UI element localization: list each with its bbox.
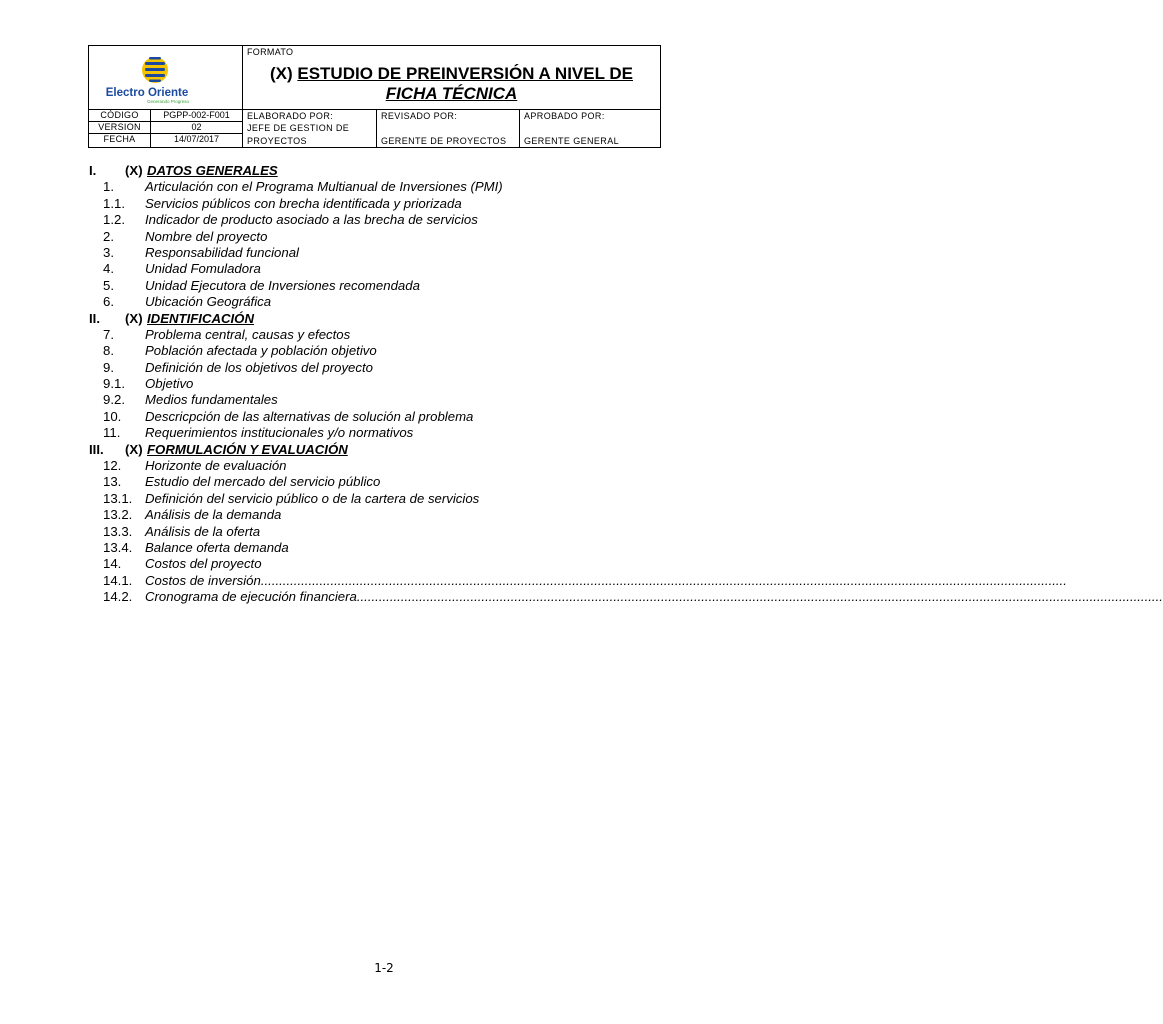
item-text: Objetivo xyxy=(145,376,194,392)
item-number: 3. xyxy=(103,244,114,260)
document-title-line2: FICHA TÉCNICA xyxy=(385,84,518,103)
item-number: 13.1. xyxy=(103,490,133,506)
section-heading xyxy=(89,442,669,458)
aprobado-value: GERENTE GENERAL xyxy=(524,136,620,146)
section-number: I. xyxy=(89,163,97,178)
electro-oriente-logo xyxy=(89,46,241,108)
revisado-por-cell xyxy=(377,110,520,147)
document-title-line1 xyxy=(243,64,660,84)
item-text: Definición del servicio público o de la cartera de servicios xyxy=(145,490,480,506)
title-main: ESTUDIO DE PREINVERSIÓN A NIVEL DE xyxy=(297,64,634,83)
meta-row-fecha xyxy=(89,134,243,147)
meta-value: PGPP-002-F001 xyxy=(151,110,243,121)
revisado-value: GERENTE DE PROYECTOS xyxy=(381,136,507,146)
meta-value: 14/07/2017 xyxy=(151,134,243,147)
item-text xyxy=(145,572,1067,589)
item-number: 13.2. xyxy=(103,507,133,523)
meta-row-codigo xyxy=(89,110,243,122)
item-text: Costos del proyecto xyxy=(145,556,262,572)
item-number: 9. xyxy=(103,359,114,375)
item-text: Indicador de producto asociado a las brecha de servicios xyxy=(145,212,478,228)
item-text: Responsabilidad funcional xyxy=(145,244,299,260)
item-text: Medios fundamentales xyxy=(145,392,278,408)
item-label: Cronograma de ejecución financiera xyxy=(145,589,357,605)
outline-item xyxy=(89,261,669,277)
page-number: 1-2 xyxy=(374,961,394,975)
section-mark: (X) xyxy=(125,310,143,326)
outline-item xyxy=(89,540,669,556)
item-number: 1.2. xyxy=(103,212,125,228)
item-number: 11. xyxy=(103,425,121,441)
outline-item xyxy=(89,327,669,343)
section-mark: (X) xyxy=(125,441,143,457)
section-title: IDENTIFICACIÓN xyxy=(147,310,254,326)
section-number: III. xyxy=(89,441,104,457)
item-text: Nombre del proyecto xyxy=(145,228,268,244)
outline-item xyxy=(89,343,669,359)
item-number: 1.1. xyxy=(103,195,125,211)
meta-key: VERSION xyxy=(89,122,151,133)
formato-label: FORMATO xyxy=(247,47,294,57)
outline-item xyxy=(89,196,669,212)
aprobado-label: APROBADO POR: xyxy=(524,111,605,121)
outline-item xyxy=(89,294,669,310)
aprobado-por-cell xyxy=(520,110,660,147)
item-number: 1. xyxy=(103,179,114,195)
title-cell xyxy=(243,46,660,110)
item-text: Ubicación Geográfica xyxy=(145,294,272,310)
outline-item xyxy=(89,278,669,294)
item-text: Definición de los objetivos del proyecto xyxy=(145,359,373,375)
item-number: 4. xyxy=(103,261,114,277)
item-number: 13.3. xyxy=(103,523,133,539)
outline-item xyxy=(89,425,669,441)
item-number: 12. xyxy=(103,458,122,474)
item-text: Unidad Fomuladora xyxy=(145,261,261,277)
document-outline xyxy=(89,163,1163,606)
item-text: Análisis de la demanda xyxy=(145,507,282,523)
section-title: DATOS GENERALES xyxy=(147,163,278,178)
outline-item xyxy=(89,212,669,228)
title-prefix: (X) xyxy=(269,64,298,83)
item-number: 9.2. xyxy=(103,392,125,408)
item-number: 6. xyxy=(103,294,114,310)
item-text: Servicios públicos con brecha identificada y priorizada xyxy=(145,195,462,211)
section-title: FORMULACIÓN Y EVALUACIÓN xyxy=(147,441,348,457)
meta-key: FECHA xyxy=(89,134,151,147)
outline-item xyxy=(89,556,669,572)
outline-item xyxy=(89,409,669,425)
logo-brand-text: Electro Oriente xyxy=(105,87,189,99)
outline-item xyxy=(89,360,669,376)
item-number: 7. xyxy=(103,326,114,342)
section-number: II. xyxy=(89,310,100,326)
item-text: Análisis de la oferta xyxy=(145,523,261,539)
item-text: Articulación con el Programa Multianual de Inversiones (PMI) xyxy=(145,179,503,195)
revisado-label: REVISADO POR: xyxy=(381,111,458,121)
dot-leader: ............................................................................................................................................................................................................................ xyxy=(260,572,1067,588)
item-number: 8. xyxy=(103,343,114,359)
section-heading xyxy=(89,163,669,179)
elaborado-value-line2: PROYECTOS xyxy=(247,136,307,146)
item-label: Costos de inversión xyxy=(145,572,261,588)
item-text: Unidad Ejecutora de Inversiones recomendada xyxy=(145,277,420,293)
elaborado-value-line1: JEFE DE GESTION DE xyxy=(247,123,350,133)
section-mark: (X) xyxy=(125,163,143,178)
logo-tagline-text: Generando Progreso xyxy=(146,99,190,104)
dot-leader: ............................................................................................................................................................................................................................ xyxy=(356,589,1163,605)
outline-item xyxy=(89,458,669,474)
outline-item xyxy=(89,524,669,540)
item-number: 14.2. xyxy=(103,589,133,605)
document-meta xyxy=(89,110,243,147)
item-text xyxy=(145,589,1163,605)
item-number: 14.1. xyxy=(103,572,133,588)
item-number: 5. xyxy=(103,277,114,293)
item-number: 14. xyxy=(103,556,122,572)
outline-item xyxy=(89,229,669,245)
logo-cell xyxy=(89,46,243,110)
item-text: Problema central, causas y efectos xyxy=(145,326,351,342)
item-number: 10. xyxy=(103,408,122,424)
outline-item xyxy=(89,376,669,392)
outline-item xyxy=(89,589,1163,605)
outline-item xyxy=(89,491,669,507)
item-number: 9.1. xyxy=(103,376,125,392)
item-text: Estudio del mercado del servicio público xyxy=(145,474,381,490)
elaborado-por-cell xyxy=(243,110,377,147)
outline-item xyxy=(89,507,669,523)
item-text: Población afectada y población objetivo xyxy=(145,343,377,359)
meta-key: CÓDIGO xyxy=(89,110,151,121)
outline-item xyxy=(89,474,669,490)
item-number: 2. xyxy=(103,228,114,244)
document-header-table xyxy=(88,45,661,148)
item-number: 13.4. xyxy=(103,539,133,555)
outline-item xyxy=(89,572,1067,589)
outline-item xyxy=(89,179,669,195)
item-text: Horizonte de evaluación xyxy=(145,458,287,474)
meta-row-version xyxy=(89,122,243,134)
meta-value: 02 xyxy=(151,122,243,133)
outline-item xyxy=(89,245,669,261)
item-text: Balance oferta demanda xyxy=(145,539,289,555)
item-text: Descricpción de las alternativas de solución al problema xyxy=(145,408,474,424)
elaborado-label: ELABORADO POR: xyxy=(247,111,334,121)
outline-item xyxy=(89,392,669,408)
item-text: Requerimientos institucionales y/o normativos xyxy=(145,425,414,441)
section-heading xyxy=(89,311,669,327)
item-number: 13. xyxy=(103,474,122,490)
